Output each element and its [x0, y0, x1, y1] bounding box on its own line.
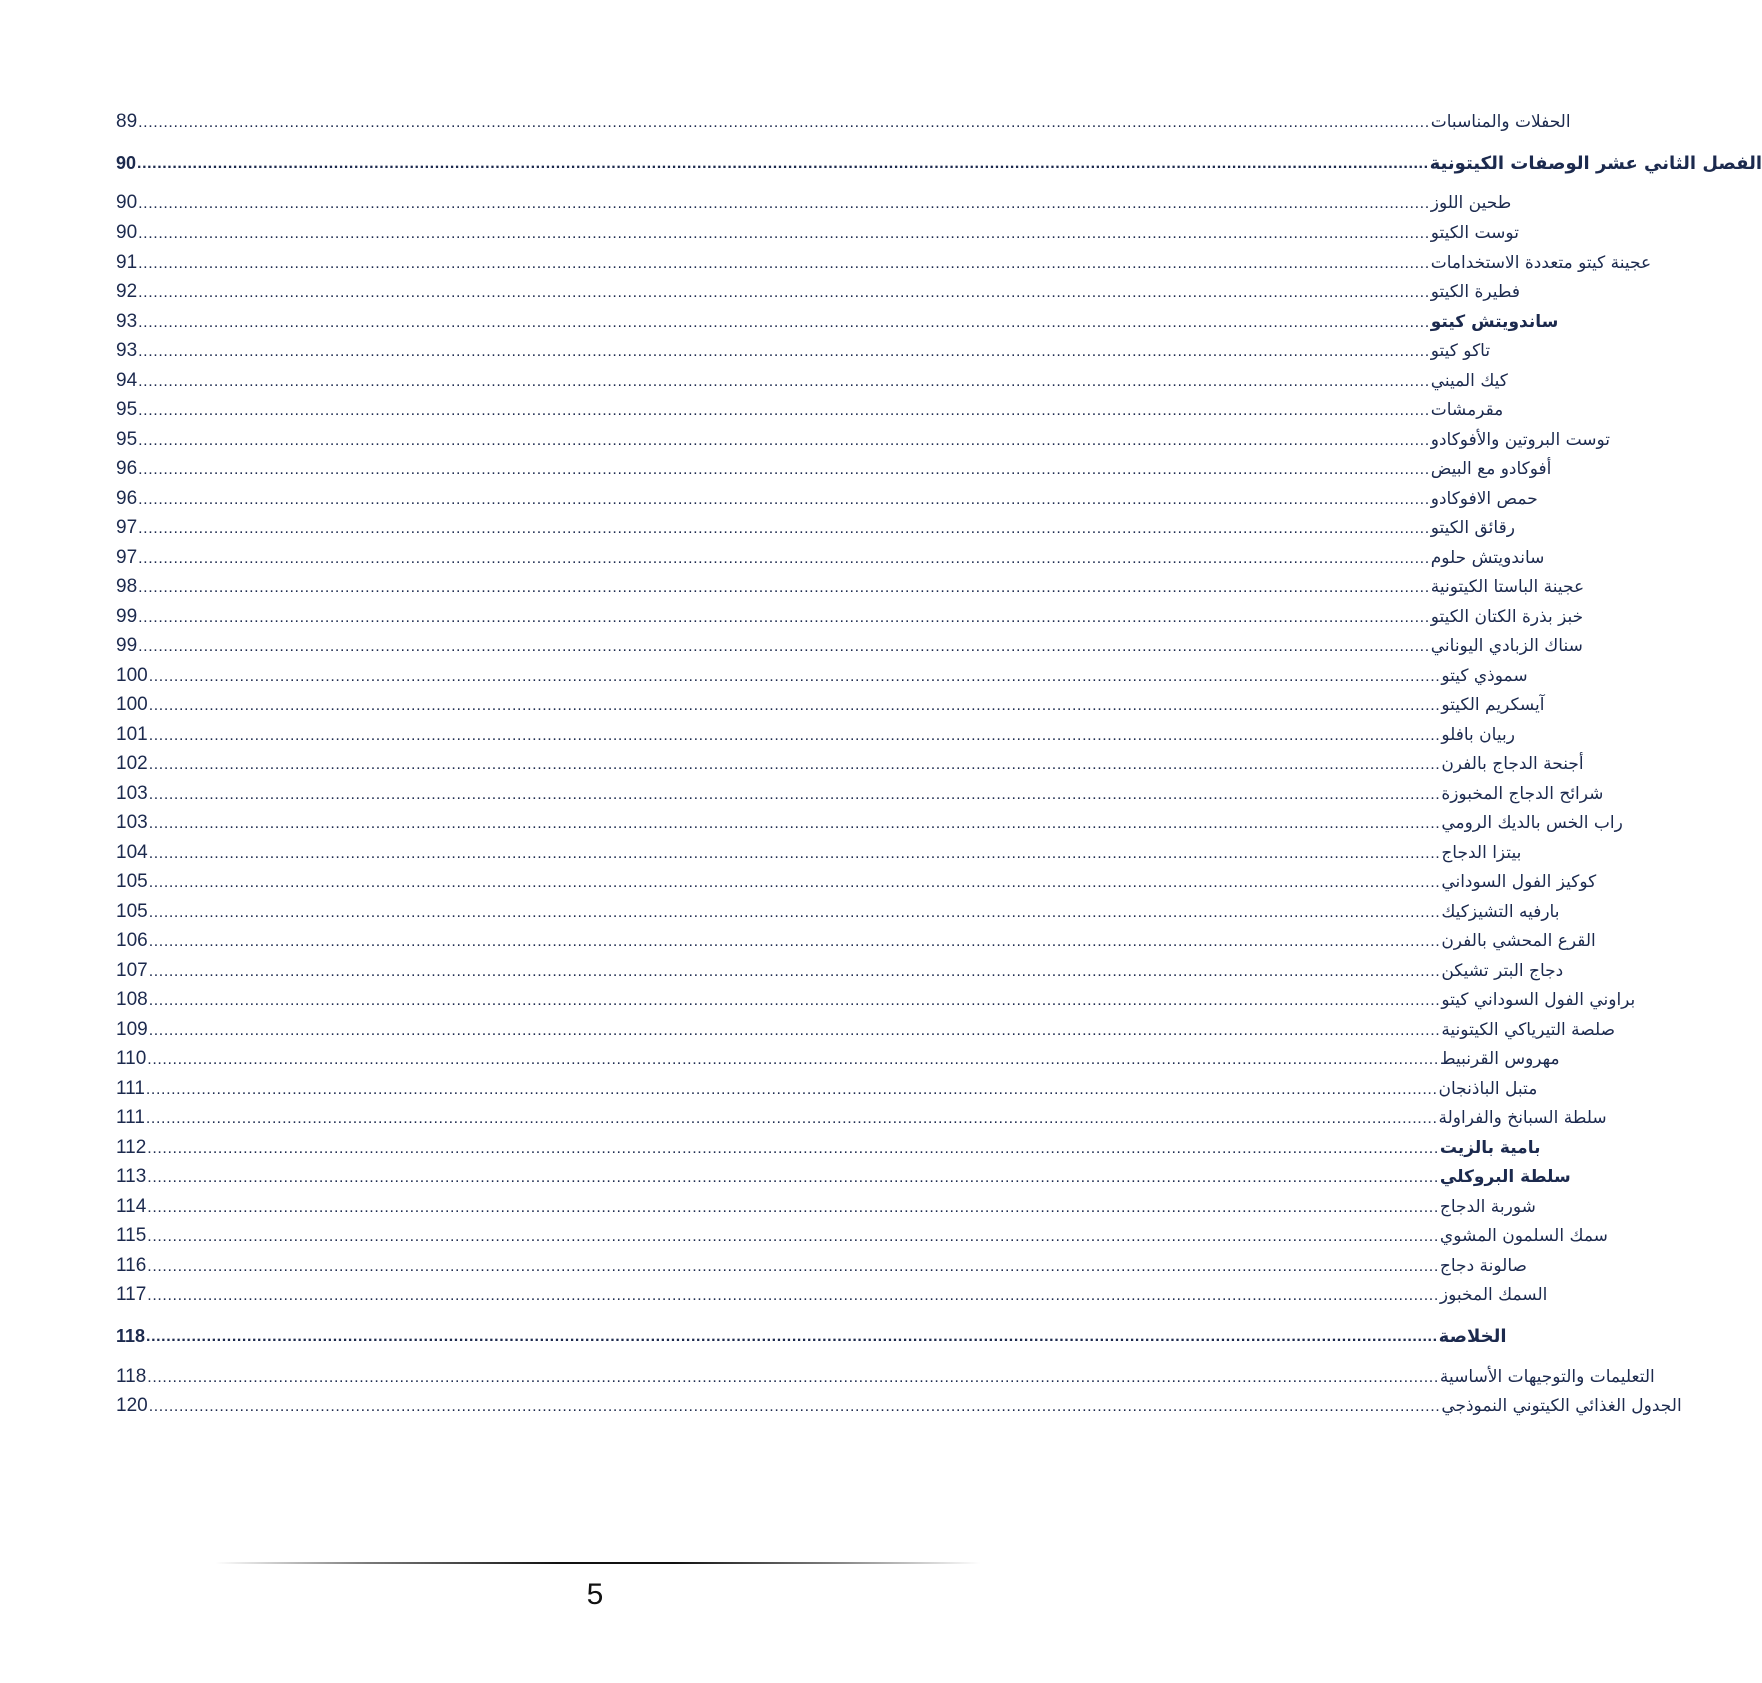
toc-page-number: 99	[116, 606, 138, 627]
toc-entry-title: حمص الافوكادو	[1430, 489, 1538, 509]
toc-entry[interactable]	[116, 107, 1571, 137]
dot-leader	[149, 662, 1441, 692]
toc-entry[interactable]	[116, 454, 1552, 484]
toc-entry-title: بيتزا الدجاج	[1441, 843, 1522, 863]
page-number: 5	[586, 1578, 604, 1611]
toc-page-number: 108	[116, 989, 148, 1010]
dot-leader	[149, 721, 1441, 751]
toc-entry-title: مهروس القرنبيط	[1439, 1049, 1560, 1069]
toc-page-number: 102	[116, 753, 148, 774]
toc-entry-title: توست الكيتو	[1430, 223, 1519, 243]
toc-entry[interactable]	[116, 1162, 1571, 1192]
toc-page-number: 106	[116, 930, 148, 951]
toc-entry[interactable]	[116, 1103, 1607, 1133]
toc-entry[interactable]	[116, 1074, 1538, 1104]
toc-entry-title: بارفيه التشيزكيك	[1441, 902, 1560, 922]
toc-entry[interactable]	[116, 661, 1528, 691]
toc-entry[interactable]	[116, 572, 1585, 602]
toc-entry[interactable]	[116, 926, 1596, 956]
dot-leader	[138, 603, 1430, 633]
toc-entry-title: توست البروتين والأفوكادو	[1430, 430, 1611, 450]
toc-entry-title: سموذي كيتو	[1441, 666, 1528, 686]
toc-page-number: 107	[116, 960, 148, 981]
dot-leader	[138, 219, 1430, 249]
toc-page-number: 91	[116, 252, 138, 273]
toc-page-number: 93	[116, 340, 138, 361]
toc-page-number: 89	[116, 111, 138, 132]
toc-entry[interactable]	[116, 956, 1564, 986]
toc-page-number: 95	[116, 399, 138, 420]
toc-page-number: 98	[116, 576, 138, 597]
toc-page-number: 95	[116, 429, 138, 450]
dot-leader	[149, 780, 1441, 810]
toc-entry-title: فطيرة الكيتو	[1430, 282, 1520, 302]
toc-entry[interactable]	[116, 631, 1583, 661]
toc-entry[interactable]	[116, 1280, 1548, 1310]
toc-page-number: 111	[116, 1078, 145, 1099]
toc-page-number: 96	[116, 458, 138, 479]
toc-entry-title: رقائق الكيتو	[1430, 518, 1515, 538]
dot-leader	[149, 986, 1441, 1016]
toc-entry[interactable]	[116, 277, 1520, 307]
toc-entry-title: متبل الباذنجان	[1438, 1079, 1538, 1099]
toc-entry[interactable]	[116, 838, 1522, 868]
toc-page-number: 103	[116, 783, 148, 804]
toc-page-number: 100	[116, 694, 148, 715]
toc-page-number: 96	[116, 488, 138, 509]
dot-leader	[149, 691, 1441, 721]
toc-entry[interactable]	[116, 749, 1584, 779]
dot-leader	[138, 367, 1430, 397]
toc-entry[interactable]	[116, 690, 1545, 720]
toc-entry-title: ربيان بافلو	[1441, 725, 1515, 745]
dot-leader	[138, 573, 1430, 603]
dot-leader	[149, 1392, 1441, 1422]
toc-page-number: 92	[116, 281, 138, 302]
toc-entry-title: شرائح الدجاج المخبوزة	[1441, 784, 1604, 804]
toc-page-number: 97	[116, 517, 138, 538]
toc-page-number: 115	[116, 1225, 147, 1246]
toc-entry-title: شوربة الدجاج	[1439, 1197, 1536, 1217]
toc-entry-title: السمك المخبوز	[1439, 1285, 1548, 1305]
dot-leader	[138, 249, 1430, 279]
toc-entry-title: الجدول الغذائي الكيتوني النموذجي	[1441, 1396, 1682, 1416]
toc-page-number: 90	[116, 222, 138, 243]
toc-entry[interactable]	[116, 1362, 1655, 1392]
toc-page-number: 90	[116, 152, 137, 173]
toc-page-number: 113	[116, 1166, 147, 1187]
toc-page-number: 105	[116, 901, 148, 922]
toc-page-number: 114	[116, 1196, 147, 1217]
toc-entry-title: خبز بذرة الكتان الكيتو	[1430, 607, 1584, 627]
toc-entry-title: بامية بالزيت	[1439, 1138, 1541, 1158]
dot-leader	[138, 544, 1430, 574]
toc-entry-title: الفصل الثاني عشر الوصفات الكيتونية	[1429, 152, 1762, 174]
dot-leader	[147, 1134, 1439, 1164]
toc-entry[interactable]	[116, 1391, 1682, 1421]
dot-leader	[146, 1075, 1438, 1105]
footer-divider	[215, 1562, 980, 1564]
toc-entry[interactable]	[116, 1133, 1540, 1163]
dot-leader	[138, 455, 1430, 485]
toc-entry[interactable]	[116, 1221, 1608, 1251]
toc-entry[interactable]	[116, 720, 1515, 750]
toc-entry-title: راب الخس بالديك الرومي	[1441, 813, 1623, 833]
toc-page-number: 118	[116, 1325, 146, 1346]
dot-leader	[149, 839, 1441, 869]
dot-leader	[146, 1322, 1438, 1352]
dot-leader	[146, 1104, 1438, 1134]
toc-entry-title: ساندويتش حلوم	[1430, 548, 1545, 568]
toc-entry-title: تاكو كيتو	[1430, 341, 1491, 361]
toc-entry-title: عجينة كيتو متعددة الاستخدامات	[1430, 253, 1652, 273]
toc-page-number: 103	[116, 812, 148, 833]
toc-entry-title: كوكيز الفول السوداني	[1441, 872, 1597, 892]
toc-entry-title: الخلاصة	[1438, 1325, 1507, 1347]
toc-entry[interactable]	[116, 425, 1611, 455]
toc-entry[interactable]	[116, 218, 1519, 248]
toc-entry-title: سلطة السبانخ والفراولة	[1438, 1108, 1607, 1128]
toc-entry[interactable]	[116, 1192, 1536, 1222]
toc-page-number: 117	[116, 1284, 147, 1305]
dot-leader	[137, 149, 1429, 179]
toc-page-number: 100	[116, 665, 148, 686]
toc-entry[interactable]	[116, 366, 1508, 396]
toc-entry-title: براوني الفول السوداني كيتو	[1441, 990, 1636, 1010]
toc-entry-title: سمك السلمون المشوي	[1439, 1226, 1608, 1246]
toc-entry-title: التعليمات والتوجيهات الأساسية	[1439, 1367, 1655, 1387]
toc-entry[interactable]	[116, 1044, 1560, 1074]
toc-page-number: 110	[116, 1048, 147, 1069]
dot-leader	[138, 632, 1430, 662]
toc-chapter-heading[interactable]	[116, 148, 1762, 178]
dot-leader	[149, 957, 1441, 987]
toc-entry-title: عجينة الباستا الكيتونية	[1430, 577, 1585, 597]
dot-leader	[147, 1252, 1439, 1282]
toc-entry[interactable]	[116, 1251, 1527, 1281]
toc-page-number: 116	[116, 1255, 147, 1276]
toc-entry[interactable]	[116, 779, 1604, 809]
toc-entry-title: مقرمشات	[1430, 400, 1504, 420]
toc-entry[interactable]	[116, 484, 1538, 514]
toc-entry[interactable]	[116, 248, 1652, 278]
toc-entry[interactable]	[116, 336, 1491, 366]
toc-page-number: 118	[116, 1366, 147, 1387]
toc-entry-title: أفوكادو مع البيض	[1430, 459, 1552, 479]
toc-entry-title: القرع المحشي بالفرن	[1441, 931, 1596, 951]
dot-leader	[138, 514, 1430, 544]
toc-page-number: 90	[116, 192, 138, 213]
dot-leader	[138, 426, 1430, 456]
toc-entry-title: دجاج البتر تشيكن	[1441, 961, 1564, 981]
dot-leader	[147, 1281, 1439, 1311]
toc-page-number: 99	[116, 635, 138, 656]
dot-leader	[138, 108, 1430, 138]
toc-page-number: 111	[116, 1107, 145, 1128]
dot-leader	[149, 927, 1441, 957]
dot-leader	[147, 1193, 1439, 1223]
toc-entry-title: سناك الزبادي اليوناني	[1430, 636, 1583, 656]
dot-leader	[147, 1163, 1439, 1193]
dot-leader	[149, 809, 1441, 839]
dot-leader	[138, 189, 1430, 219]
dot-leader	[147, 1045, 1439, 1075]
toc-entry[interactable]	[116, 188, 1512, 218]
toc-entry[interactable]	[116, 602, 1584, 632]
dot-leader	[147, 1222, 1439, 1252]
toc-page-number: 109	[116, 1019, 148, 1040]
toc-entry[interactable]	[116, 897, 1560, 927]
toc-entry-title: صلصة التيرياكي الكيتونية	[1441, 1020, 1616, 1040]
toc-entry-title: سلطة البروكلي	[1439, 1167, 1571, 1187]
toc-page-number: 105	[116, 871, 148, 892]
toc-entry-title: طحين اللوز	[1430, 193, 1512, 213]
toc-entry[interactable]	[116, 808, 1623, 838]
dot-leader	[138, 337, 1430, 367]
toc-page-number: 112	[116, 1137, 147, 1158]
dot-leader	[149, 898, 1441, 928]
dot-leader	[138, 278, 1430, 308]
toc-entry-title: آيسكريم الكيتو	[1441, 695, 1545, 715]
toc-entry[interactable]	[116, 395, 1504, 425]
dot-leader	[138, 396, 1430, 426]
dot-leader	[149, 750, 1441, 780]
toc-entry[interactable]	[116, 1015, 1616, 1045]
toc-page-number: 97	[116, 547, 138, 568]
toc-entry[interactable]	[116, 985, 1636, 1015]
toc-page-number: 104	[116, 842, 148, 863]
toc-entry[interactable]	[116, 513, 1515, 543]
toc-entry-title: كيك الميني	[1430, 371, 1508, 391]
toc-page-number: 93	[116, 311, 138, 332]
toc-entry-title: صالونة دجاج	[1439, 1256, 1527, 1276]
toc-entry-title: الحفلات والمناسبات	[1430, 112, 1571, 132]
toc-page-number: 94	[116, 370, 138, 391]
toc-page-number: 101	[116, 724, 148, 745]
toc-chapter-heading[interactable]	[116, 1321, 1507, 1351]
toc-entry-title: ساندويتش كيتو	[1430, 312, 1559, 332]
toc-entry[interactable]	[116, 867, 1597, 897]
toc-entry[interactable]	[116, 307, 1558, 337]
dot-leader	[138, 485, 1430, 515]
toc-entry-title: أجنحة الدجاج بالفرن	[1441, 754, 1584, 774]
dot-leader	[147, 1363, 1439, 1393]
toc-page-number: 120	[116, 1395, 148, 1416]
dot-leader	[138, 308, 1430, 338]
toc-entry[interactable]	[116, 543, 1545, 573]
dot-leader	[149, 868, 1441, 898]
dot-leader	[149, 1016, 1441, 1046]
